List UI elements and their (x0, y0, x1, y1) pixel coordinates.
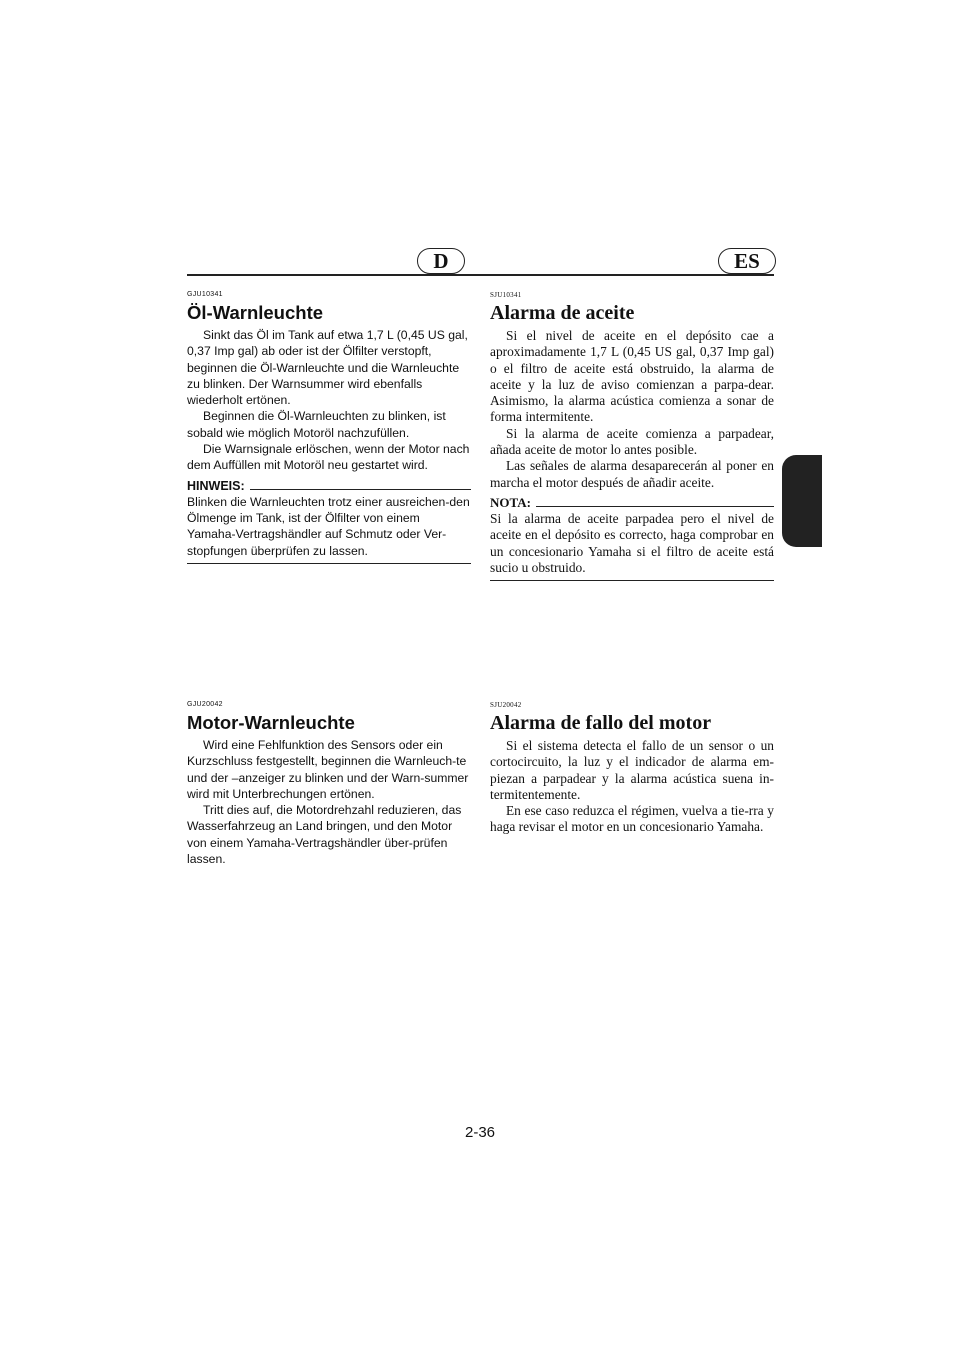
note-text: Blinken die Warnleuchten trotz einer ausreichen-den Ölmenge im Tank, ist der Ölfilter von einem Yamaha-Vertragshändler auf Schmutz oder Ver-stopfungen überprüfen zu lassen. (187, 494, 470, 558)
section-code: GJU10341 (187, 291, 223, 298)
paragraph: Las señales de alarma desaparecerán al poner en marcha el motor después de añadir aceite. (490, 458, 774, 490)
section-oil-warning-de (187, 290, 471, 564)
section-title: Motor-Warnleuchte (187, 712, 355, 733)
note-label: NOTA: (490, 494, 531, 510)
paragraph: Beginnen die Öl-Warnleuchten zu blinken, ist sobald wie möglich Motoröl nachzufüllen. (187, 409, 446, 440)
note-rule (250, 489, 471, 490)
header-rule (187, 274, 774, 276)
language-badge-german (417, 248, 465, 274)
section-engine-warning-de (187, 700, 471, 867)
section-code: SJU20042 (490, 701, 522, 709)
note-label: HINWEIS: (187, 478, 245, 493)
note-rule (536, 506, 774, 507)
paragraph: Tritt dies auf, die Motordrehzahl reduzieren, das Wasserfahrzeug an Land bringen, und den Motor von einem Yamaha-Vertragshändler über-prüfen lassen. (187, 803, 462, 867)
section-title: Alarma de fallo del motor (490, 712, 712, 734)
section-code: SJU10341 (490, 291, 522, 299)
section-engine-warning-es (490, 700, 774, 836)
page-number: 2-36 (464, 1124, 496, 1141)
paragraph: En ese caso reduzca el régimen, vuelva a tie-rra y haga revisar el motor en un concesionario Yamaha. (490, 803, 774, 835)
paragraph: Si la alarma de aceite comienza a parpadear, añada aceite de motor lo antes posible. (490, 425, 774, 458)
section-oil-warning-es (490, 290, 774, 581)
section-code: GJU20042 (187, 701, 223, 708)
note-header (490, 495, 774, 511)
paragraph: Si el sistema detecta el fallo de un sensor o un cortocircuito, la luz y el indicador de alarma em-piezan a parpadear y la alarma acústica suena in-termitentemente. (490, 738, 774, 802)
paragraph: Wird eine Fehlfunktion des Sensors oder ein Kurzschluss festgestellt, beginnen die Warnleuch-te und der –anzeiger zu blinken und der Warn-summer wird mit Unterbrechungen ertönen. (187, 738, 469, 801)
note-end-rule (490, 580, 774, 581)
section-title: Öl-Warnleuchte (187, 302, 324, 323)
language-badge-german-label: D (433, 248, 449, 273)
note-header (187, 478, 471, 494)
paragraph: Si el nivel de aceite en el depósito cae a aproximadamente 1,7 L (0,45 US gal, 0,37 Imp gal) o el filtro de aceite está obstruido, la alarma de aceite y la luz de aviso comienzan a parpa-dear. Asimismo, la alarma acústica comienza a sonar de forma intermitente. (490, 328, 774, 425)
section-title: Alarma de aceite (490, 302, 635, 324)
paragraph: Die Warnsignale erlöschen, wenn der Motor nach dem Auffüllen mit Motoröl neu gestartet wird. (187, 442, 470, 473)
chapter-side-tab (782, 455, 822, 547)
language-badge-spanish-label: ES (734, 248, 760, 273)
paragraph: Sinkt das Öl im Tank auf etwa 1,7 L (0,45 US gal, 0,37 Imp gal) ab oder ist der Ölfilter verstopft, beginnen die Öl-Warnleuchte und die Warnleuchte zu blinken. Der Warnsummer wird ebenfalls wiederholt ertönen. (187, 328, 468, 408)
language-badge-spanish (718, 248, 776, 274)
note-text: Si la alarma de aceite parpadea pero el nivel de aceite en el depósito es correcto, haga comprobar en un concesionario Yamaha si el filtro de aceite está sucio u obstruido. (490, 510, 774, 575)
note-end-rule (187, 563, 471, 564)
